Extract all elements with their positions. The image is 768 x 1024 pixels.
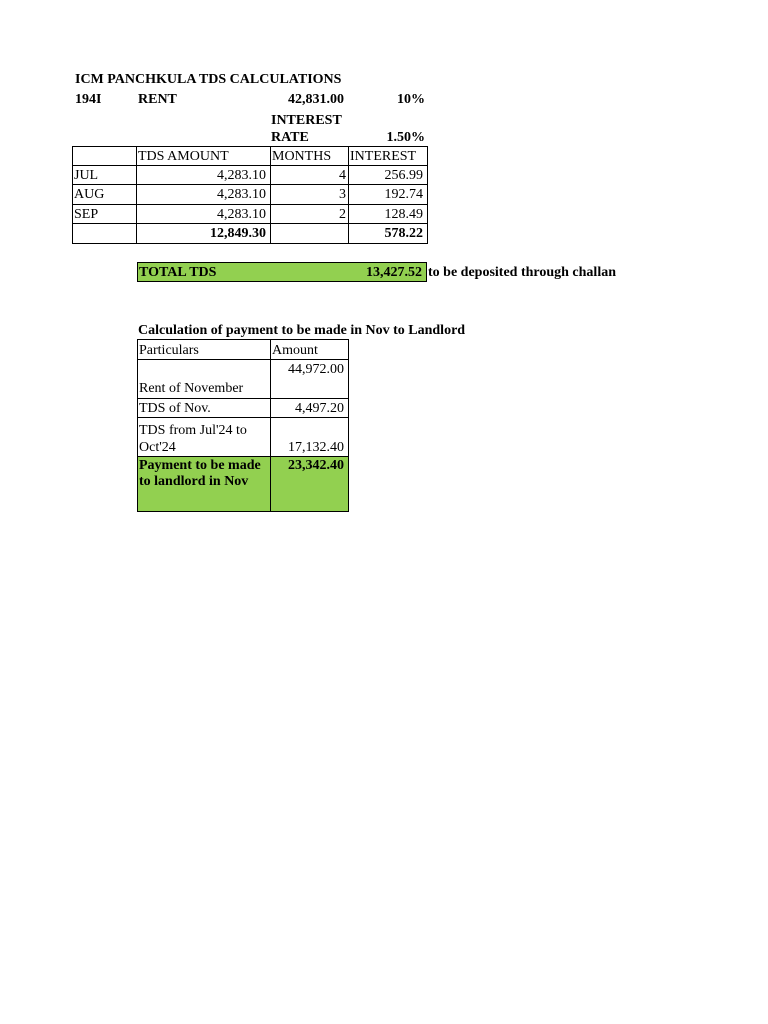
row-interest: 128.49 bbox=[384, 207, 423, 222]
tds-jul-oct-amount: 17,132.40 bbox=[288, 440, 344, 455]
final-label-1: Payment to be made bbox=[139, 458, 261, 473]
row-interest: 192.74 bbox=[384, 187, 423, 202]
total-tds-note: to be deposited through challan bbox=[428, 265, 616, 280]
sheet-title: ICM PANCHKULA TDS CALCULATIONS bbox=[75, 72, 342, 87]
total-interest: 578.22 bbox=[384, 226, 423, 241]
rent-nov-amount: 44,972.00 bbox=[288, 362, 344, 377]
interest-rate-label-2: RATE bbox=[271, 130, 309, 145]
header-tds-amount: TDS AMOUNT bbox=[138, 149, 229, 164]
header-amount: Amount bbox=[272, 343, 318, 358]
row-months: 2 bbox=[339, 207, 346, 222]
interest-rate-value: 1.50% bbox=[386, 130, 425, 145]
tds-jul-oct-label-1: TDS from Jul'24 to bbox=[139, 423, 247, 438]
row-months: 4 bbox=[339, 168, 346, 183]
total-tds-label: TOTAL TDS bbox=[139, 265, 217, 280]
row-tds-amount: 4,283.10 bbox=[217, 168, 266, 183]
tds-nature: RENT bbox=[138, 92, 177, 107]
row-month: AUG bbox=[74, 187, 105, 202]
payment-calc-heading: Calculation of payment to be made in Nov to Landlord bbox=[138, 323, 466, 338]
row-months: 3 bbox=[339, 187, 346, 202]
row-tds-amount: 4,283.10 bbox=[217, 187, 266, 202]
final-amount: 23,342.40 bbox=[288, 458, 344, 473]
final-label-2: to landlord in Nov bbox=[139, 474, 249, 489]
interest-rate-label-1: INTEREST bbox=[271, 113, 342, 128]
total-tds-value: 13,427.52 bbox=[366, 265, 422, 280]
row-month: SEP bbox=[74, 207, 99, 222]
total-tds-amount: 12,849.30 bbox=[210, 226, 266, 241]
tds-nov-label: TDS of Nov. bbox=[139, 401, 211, 416]
tds-jul-oct-label-2: Oct'24 bbox=[139, 440, 176, 455]
tds-rate: 10% bbox=[397, 92, 425, 107]
header-particulars: Particulars bbox=[139, 343, 199, 358]
tds-nov-amount: 4,497.20 bbox=[295, 401, 344, 416]
row-month: JUL bbox=[74, 168, 99, 183]
row-interest: 256.99 bbox=[384, 168, 423, 183]
rent-amount: 42,831.00 bbox=[288, 92, 344, 107]
row-tds-amount: 4,283.10 bbox=[217, 207, 266, 222]
header-months: MONTHS bbox=[272, 149, 332, 164]
tds-section-code: 194I bbox=[75, 92, 102, 107]
header-interest: INTEREST bbox=[350, 149, 417, 164]
rent-nov-label: Rent of November bbox=[139, 381, 244, 396]
